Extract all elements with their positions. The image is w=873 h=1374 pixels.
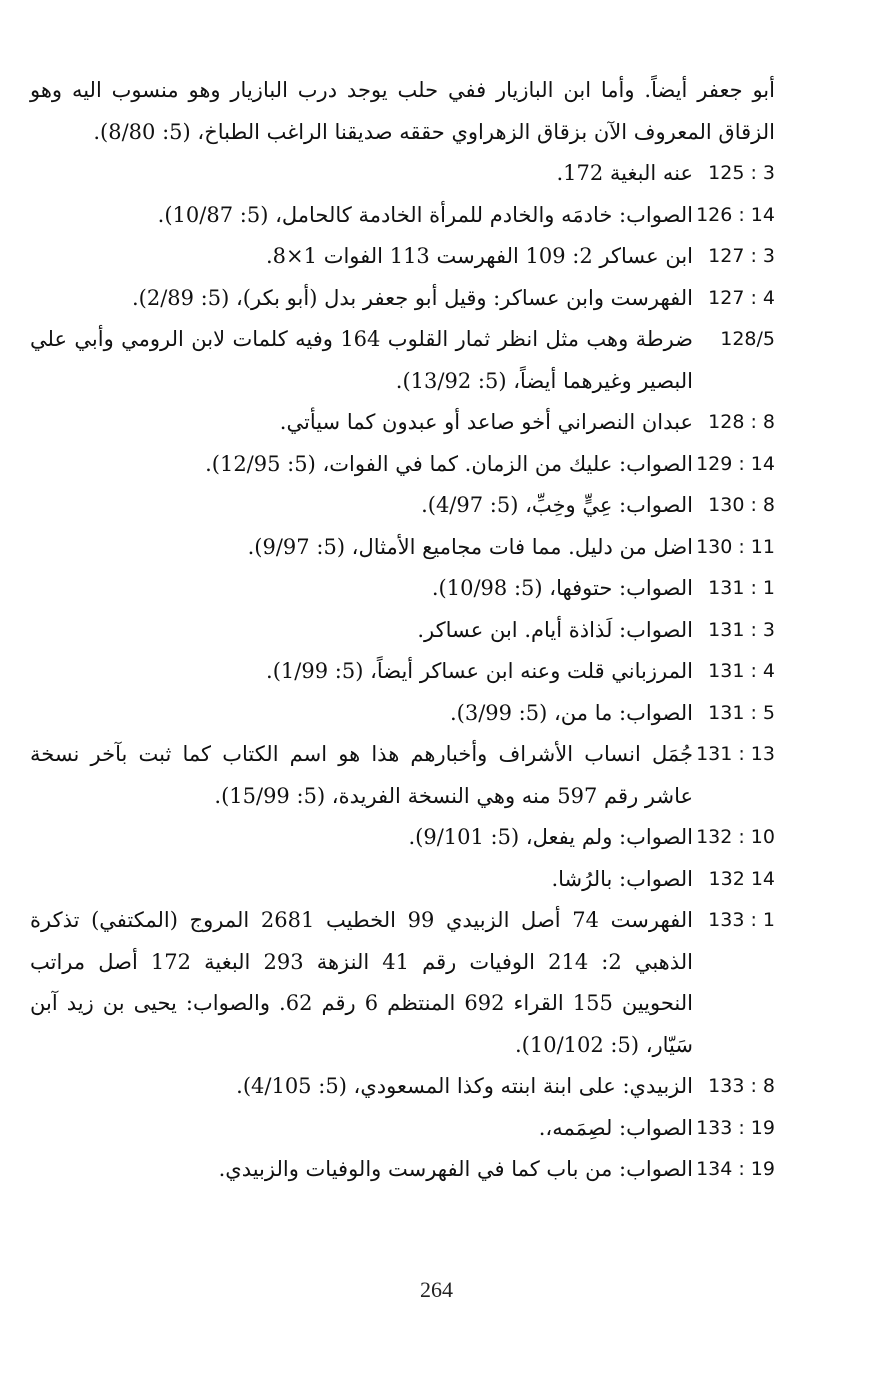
errata-entry	[30, 195, 775, 237]
entry-reference: 131 : 1	[708, 577, 775, 599]
entry-reference: 130 : 8	[708, 494, 775, 516]
errata-entry	[30, 1108, 775, 1150]
entry-text: الفهرست 74 أصل الزبيدي 99 الخطيب 2681 المروج (المكتفي) تذكرة الذهبي 2: 214 الوفيات رقم 41 النزهة 293 البغية 172 أصل مراتب النحويين 155 القراء 692 المنتظم 6 رقم 62. والصواب: يحيى بن زيد آبن سَيّار، (5: 10/102).	[30, 908, 693, 1057]
entry-text: جُمَل انساب الأشراف وأخبارهم هذا هو اسم الكتاب كما ثبت بآخر نسخة عاشر رقم 597 منه وهي النسخة الفريدة، (5: 15/99).	[30, 742, 693, 808]
page-number: 264	[420, 1277, 453, 1302]
errata-entry	[30, 236, 775, 278]
errata-entry	[30, 1066, 775, 1108]
entry-reference: 133 : 19	[696, 1116, 775, 1139]
errata-entry	[30, 153, 775, 195]
continued-paragraph	[30, 70, 775, 153]
errata-entry	[30, 527, 775, 569]
entry-text: عبدان النصراني أخو صاعد أو عبدون كما سيأتي.	[279, 410, 693, 434]
errata-entry	[30, 734, 775, 817]
entry-text: الصواب: بالرُشا.	[551, 866, 693, 891]
entry-text: الصواب: عِيٍّ وخِبِّ، (5: 4/97).	[421, 493, 693, 517]
errata-list	[30, 70, 775, 1191]
errata-entry	[30, 1149, 775, 1191]
entry-text: الصواب: من باب كما في الفهرست والوفيات والزبيدي.	[218, 1157, 693, 1181]
entry-text: الصواب: عليك من الزمان. كما في الفوات، (5: 12/95).	[205, 451, 693, 476]
entry-text: المرزباني قلت وعنه ابن عساكر أيضاً، (5: 1/99).	[266, 659, 693, 683]
entry-text: الصواب: لصِمَمه،.	[538, 1115, 693, 1140]
errata-entry	[30, 817, 775, 859]
entry-text: الفهرست وابن عساكر: وقيل أبو جعفر بدل (أبو بكر)، (5: 2/89).	[131, 285, 693, 310]
errata-entry	[30, 485, 775, 527]
errata-entry	[30, 319, 775, 402]
entry-text: الصواب: خادمَه والخادم للمرأة الخادمة كالحامل، (5: 10/87).	[157, 202, 693, 227]
entry-text: الصواب: ما من، (5: 3/99).	[449, 700, 693, 725]
errata-entry	[30, 693, 775, 735]
entry-text: ضرطة وهب مثل انظر ثمار القلوب 164 وفيه كلمات لابن الرومي وأبي علي البصير وغيرهما أيضاً، (5: 13/92).	[30, 327, 694, 393]
entry-reference: 127 : 4	[708, 286, 775, 309]
entry-reference: 129 : 14	[696, 452, 775, 475]
errata-entry	[30, 568, 775, 610]
entry-reference: 134 : 19	[696, 1158, 775, 1180]
errata-entry	[30, 278, 775, 320]
entry-reference: 125 : 3	[708, 162, 775, 184]
entry-reference: 131 : 4	[708, 660, 775, 682]
errata-entry	[30, 859, 775, 901]
entry-reference: 131 : 3	[708, 618, 775, 641]
errata-entry	[30, 444, 775, 486]
entry-reference: 132 14	[708, 867, 775, 890]
entry-reference: 127 : 3	[708, 245, 775, 267]
entry-reference: 131 : 13	[696, 743, 775, 765]
entry-reference: 128/5	[720, 328, 775, 350]
errata-entry	[30, 610, 775, 652]
errata-entry	[30, 402, 775, 444]
entry-text: عنه البغية 172.	[556, 161, 693, 185]
entry-text: اضل من دليل. مما فات مجاميع الأمثال، (5: 9/97).	[247, 534, 693, 559]
entry-reference: 128 : 8	[708, 411, 775, 433]
entry-reference: 131 : 5	[708, 701, 775, 724]
entry-text: ابن عساكر 2: 109 الفهرست 113 الفوات 1×8.	[265, 244, 693, 268]
entry-text: أبو جعفر أيضاً. وأما ابن البازيار ففي حلب يوجد درب البازيار وهو منسوب اليه وهو الزقاق المعروف الآن بزقاق الزهراوي حققه صديقنا الراغب الطباخ، (5: 8/80).	[30, 78, 775, 144]
entry-reference: 133 : 8	[708, 1075, 775, 1097]
entry-reference: 133 : 1	[708, 909, 775, 931]
errata-entry	[30, 651, 775, 693]
entry-reference: 126 : 14	[696, 203, 775, 226]
entry-reference: 132 : 10	[696, 826, 775, 848]
errata-entry	[30, 900, 775, 1066]
entry-text: الزبيدي: على ابنة ابنته وكذا المسعودي، (5: 4/105).	[236, 1074, 693, 1098]
entry-text: الصواب: لَذاذة أيام. ابن عساكر.	[417, 617, 693, 642]
entry-text: الصواب: ولم يفعل، (5: 9/101).	[408, 825, 693, 849]
entry-text: الصواب: حتوفها، (5: 10/98).	[431, 576, 693, 600]
entry-reference: 130 : 11	[696, 535, 775, 558]
